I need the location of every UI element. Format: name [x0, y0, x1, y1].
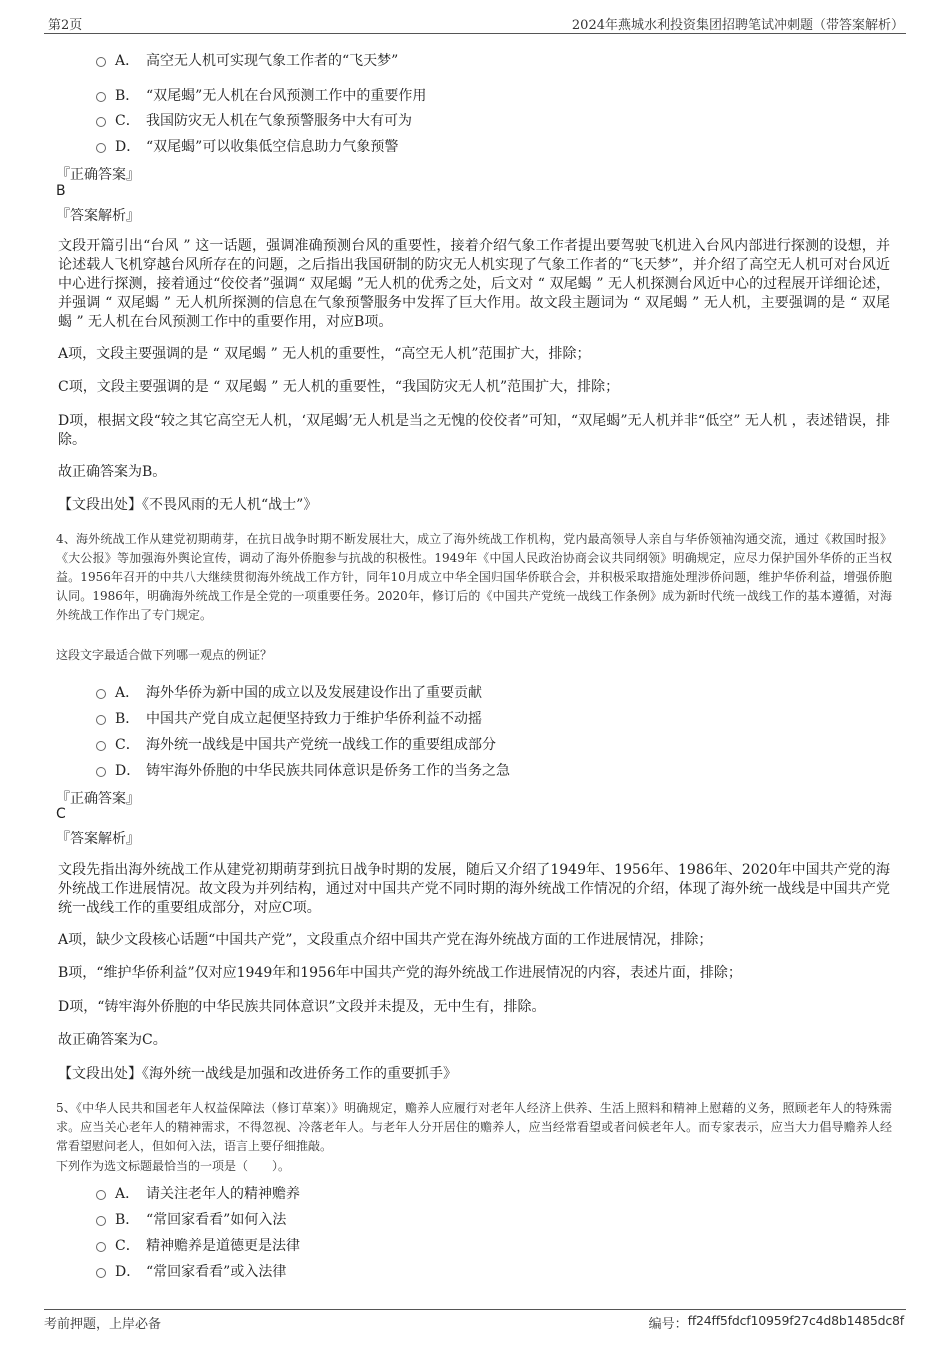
analysis-paragraph: A项，缺少文段核心话题“中国共产党”，文段重点介绍中国共产党在海外统战方面的工作进展情况，排除；	[58, 932, 713, 948]
radio-icon[interactable]	[96, 1268, 106, 1278]
radio-icon[interactable]	[96, 57, 106, 67]
document-title: 2024年燕城水利投资集团招聘笔试冲刺题（带答案解析）	[571, 18, 904, 33]
footer-code	[649, 1313, 904, 1332]
analysis-paragraph: D项，根据文段“较之其它高空无人机，‘双尾蝎’无人机是当之无愧的佼佼者”可知，“双尾蝎”无人机并非“低空” 无人机 ，表述错误，排除。	[58, 413, 890, 448]
question-stem: 4、海外统战工作从建党初期萌芽，在抗日战争时期不断发展壮大，成立了海外统战工作机构，党内最高领导人亲自与华侨领袖沟通交流，通过《救国时报》《大公报》等加强海外舆论宣传，调动了海外侨胞参与抗战的积极性。1949年《中国人民政治协商会议共同纲领》明确规定，应尽力保护国外华侨的正当权益。1956年召开的中共八大继续贯彻海外统战工作方针，同年10月成立中华全国归国华侨联合会，并积极采取措施处理涉侨问题，维护华侨利益，增强侨胞认同。1986年，明确海外统战工作是全党的一项重要任务。2020年，修订后的《中国共产党统一战线工作条例》成为新时代统一战线工作的基本遵循，对海外统战工作作出了专门规定。	[56, 532, 892, 622]
footer-divider	[44, 1309, 906, 1310]
question-prompt: 下列作为选文标题最恰当的一项是（ ）。	[56, 1159, 291, 1173]
analysis-paragraph: A项，文段主要强调的是 “ 双尾蝎 ” 无人机的重要性，“高空无人机”范围扩大，排除；	[58, 346, 591, 362]
radio-icon[interactable]	[96, 689, 106, 699]
footer-code-value: ff24ff5fdcf10959f27c4d8b1485dc8f	[687, 1313, 904, 1328]
radio-icon[interactable]	[96, 1190, 106, 1200]
analysis-label: 『答案解析』	[56, 208, 140, 224]
answer-label: 『正确答案』	[56, 791, 140, 807]
q4-option-d[interactable]: D． 铸牢海外侨胞的中华民族共同体意识是侨务工作的当务之急	[96, 760, 510, 780]
radio-icon[interactable]	[96, 1242, 106, 1252]
radio-icon[interactable]	[96, 143, 106, 153]
radio-icon[interactable]	[96, 767, 106, 777]
analysis-paragraph: 文段先指出海外统战工作从建党初期萌芽到抗日战争时期的发展，随后又介绍了1949年、1956年、1986年、2020年中国共产党的海外统战工作进展情况。故文段为并列结构，通过对中国共产党不同时期的海外统战工作情况的介绍，体现了海外统一战线是中国共产党统一战线工作的重要组成部分，对应C项。	[58, 862, 890, 916]
q5-option-b[interactable]: B． “常回家看看”如何入法	[96, 1209, 286, 1229]
analysis-paragraph: C项，文段主要强调的是 “ 双尾蝎 ” 无人机的重要性，“我国防灾无人机”范围扩大，排除；	[58, 379, 620, 395]
source-citation: 【文段出处】《不畏风雨的无人机“战士”》	[58, 497, 318, 513]
page-number: 第2页	[48, 18, 83, 33]
footer-code-label: 编号：	[648, 1317, 688, 1332]
radio-icon[interactable]	[96, 741, 106, 751]
q5-option-a[interactable]: A． 请关注老年人的精神赡养	[96, 1183, 300, 1203]
q5-option-d[interactable]: D． “常回家看看”或入法律	[96, 1261, 286, 1281]
q3-option-a[interactable]: A． 高空无人机可实现气象工作者的“飞天梦”	[96, 50, 398, 70]
analysis-paragraph: 文段开篇引出“台风 ” 这一话题，强调准确预测台风的重要性，接着介绍气象工作者提出要驾驶飞机进入台风内部进行探测的设想，并论述载人飞机穿越台风所存在的问题，之后指出我国研制的防灾无人机实现了气象工作者的“飞天梦”，并介绍了高空无人机可对台风近中心进行探测，接着通过“佼佼者”强调“ 双尾蝎 ”无人机的优秀之处，后文对 “ 双尾蝎 ” 无人机探测台风近中心的过程展开详细论述，并强调 “ 双尾蝎 ” 无人机所探测的信息在气象预警服务中发挥了巨大作用。故文段主题词为 “ 双尾蝎 ” 无人机，主要强调的是 “ 双尾蝎 ” 无人机在台风预测工作中的重要作用，对应B项。	[58, 238, 890, 330]
analysis-paragraph: B项，“维护华侨利益”仅对应1949年和1956年中国共产党的海外统战工作进展情况的内容，表述片面，排除；	[58, 965, 742, 981]
analysis-paragraph: D项，“铸牢海外侨胞的中华民族共同体意识”文段并未提及，无中生有，排除。	[58, 999, 546, 1015]
analysis-conclusion: 故正确答案为B。	[58, 464, 167, 480]
q3-option-c[interactable]: C． 我国防灾无人机在气象预警服务中大有可为	[96, 110, 412, 130]
radio-icon[interactable]	[96, 117, 106, 127]
header-divider	[44, 33, 906, 34]
answer-value: C	[56, 806, 66, 822]
radio-icon[interactable]	[96, 715, 106, 725]
answer-label: 『正确答案』	[56, 167, 140, 183]
question-prompt: 这段文字最适合做下列哪一观点的例证？	[56, 648, 273, 662]
q4-option-b[interactable]: B． 中国共产党自成立起便坚持致力于维护华侨利益不动摇	[96, 708, 482, 728]
radio-icon[interactable]	[96, 92, 106, 102]
question-stem: 5、《中华人民共和国老年人权益保障法（修订草案）》明确规定，赡养人应履行对老年人经济上供养、生活上照料和精神上慰藉的义务，照顾老年人的特殊需求。应当关心老年人的精神需求，不得忽视、冷落老年人。与老年人分开居住的赡养人，应当经常看望或者问候老年人。而专家表示，应当大力倡导赡养人经常看望慰问老人，但如何入法，语言上要仔细推敲。	[56, 1101, 892, 1153]
analysis-label: 『答案解析』	[56, 831, 140, 847]
radio-icon[interactable]	[96, 1216, 106, 1226]
q3-option-b[interactable]: B． “双尾蝎”无人机在台风预测工作中的重要作用	[96, 85, 426, 105]
analysis-conclusion: 故正确答案为C。	[58, 1032, 167, 1048]
q3-option-d[interactable]: D． “双尾蝎”可以收集低空信息助力气象预警	[96, 136, 398, 156]
answer-value: B	[56, 183, 66, 199]
q4-option-a[interactable]: A． 海外华侨为新中国的成立以及发展建设作出了重要贡献	[96, 682, 482, 702]
q4-option-c[interactable]: C． 海外统一战线是中国共产党统一战线工作的重要组成部分	[96, 734, 496, 754]
footer-slogan: 考前押题，上岸必备	[44, 1317, 162, 1332]
source-citation: 【文段出处】《海外统一战线是加强和改进侨务工作的重要抓手》	[58, 1066, 457, 1082]
q5-option-c[interactable]: C． 精神赡养是道德更是法律	[96, 1235, 300, 1255]
